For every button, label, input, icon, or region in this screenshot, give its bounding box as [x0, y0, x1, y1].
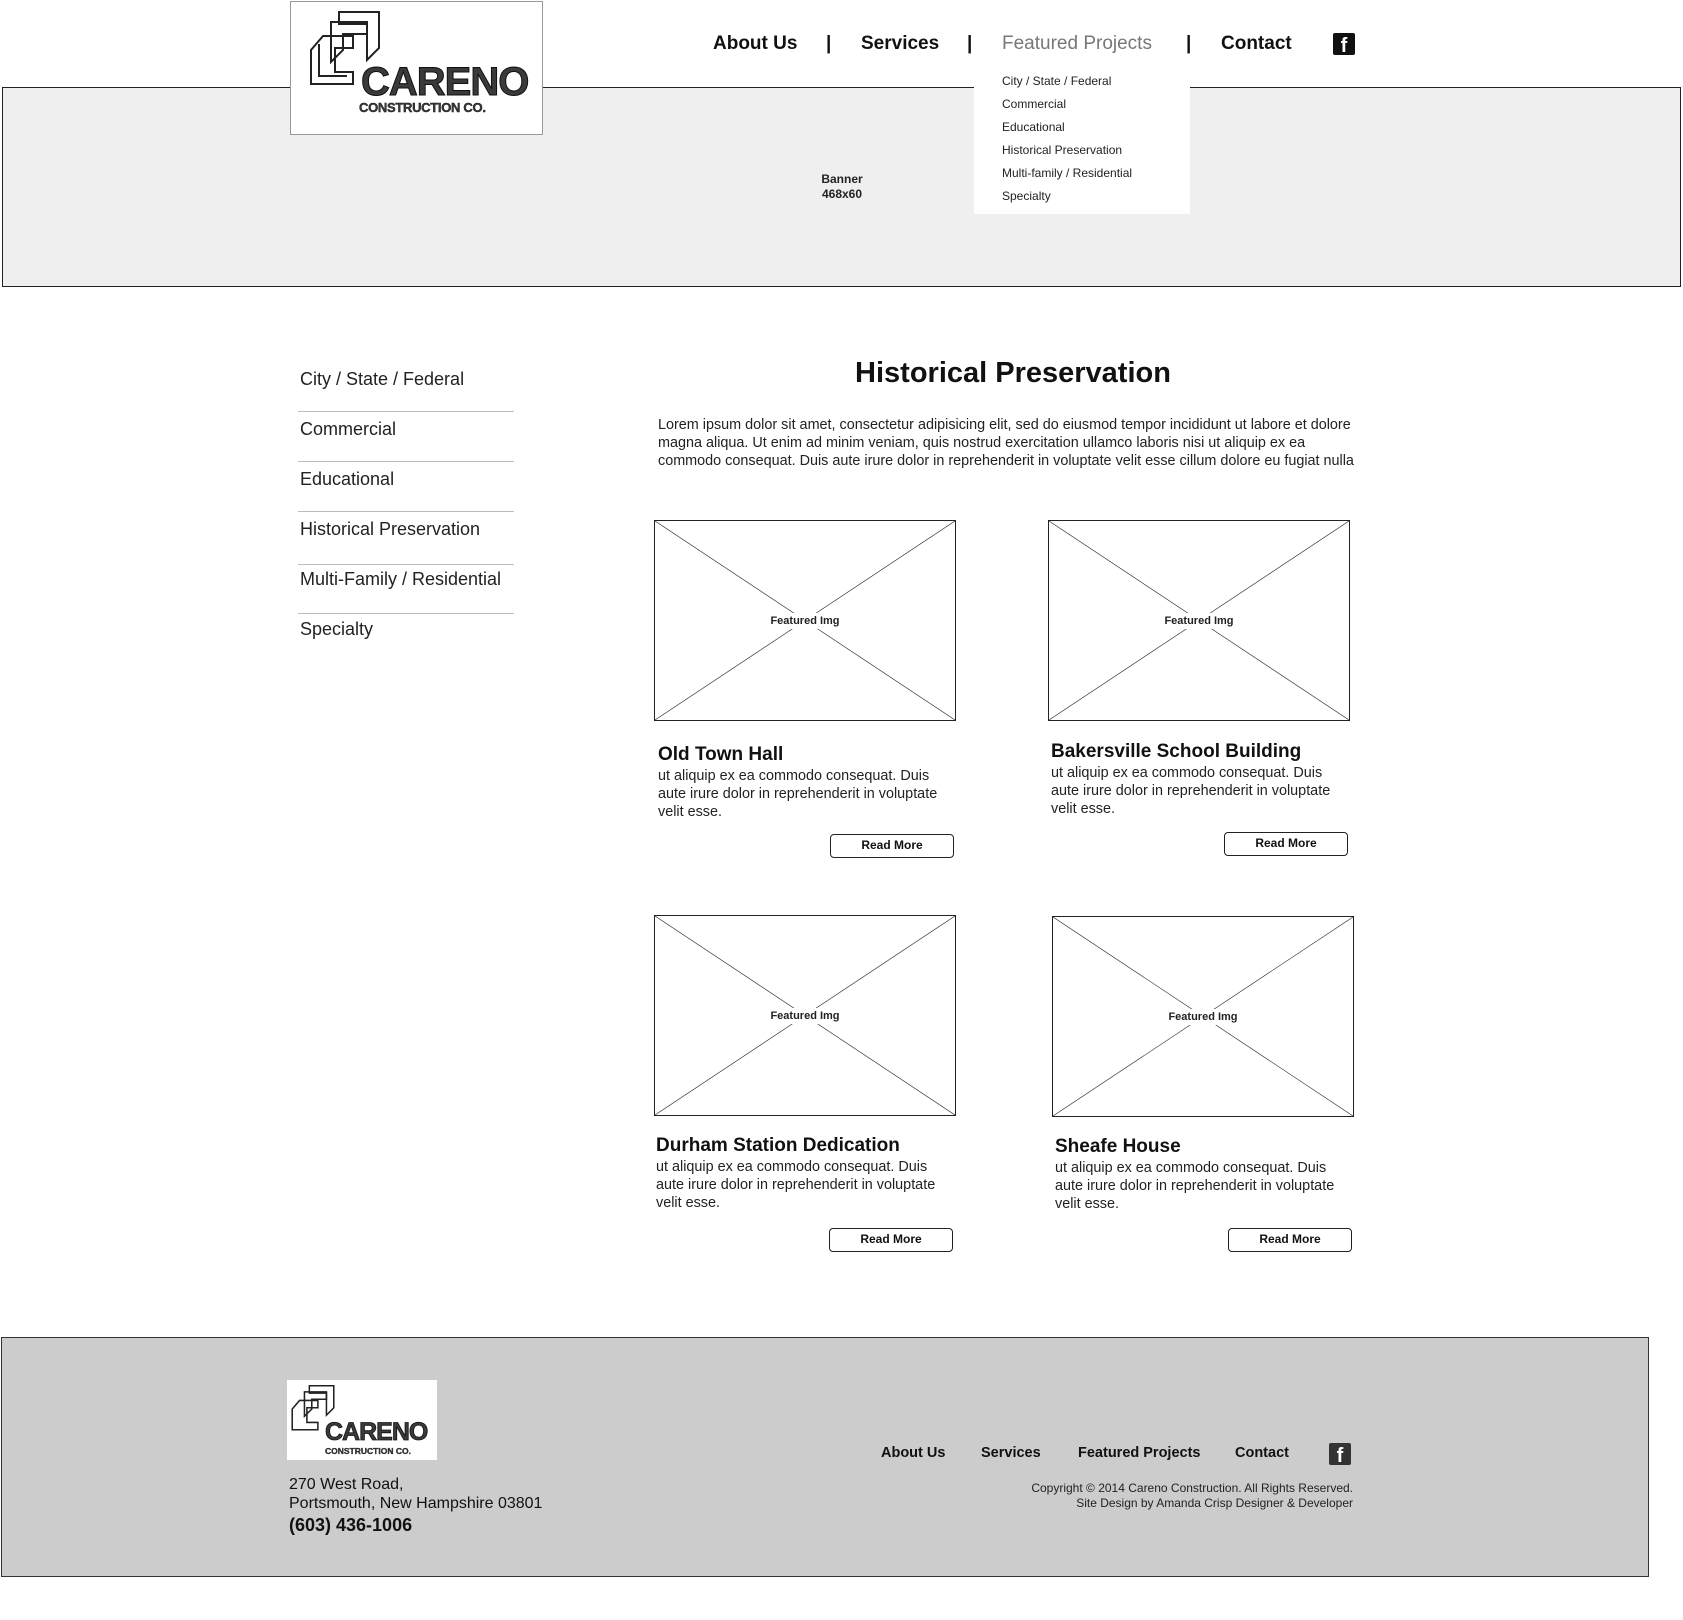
dropdown-item[interactable]: City / State / Federal	[1002, 74, 1112, 88]
facebook-icon[interactable]: f	[1333, 33, 1355, 55]
footer-nav-services[interactable]: Services	[981, 1445, 1041, 1461]
footer-facebook-icon[interactable]: f	[1329, 1443, 1351, 1465]
project-title[interactable]: Old Town Hall	[658, 744, 784, 765]
project-description: ut aliquip ex ea commodo consequat. Duis aute irure dolor in reprehenderit in voluptate velit esse.	[1051, 765, 1331, 817]
sidebar-divider	[298, 511, 514, 512]
dropdown-item[interactable]: Historical Preservation	[1002, 143, 1123, 157]
project-description: ut aliquip ex ea commodo consequat. Duis aute irure dolor in reprehenderit in voluptate velit esse.	[658, 768, 938, 820]
read-more-button[interactable]: Read More	[829, 1228, 953, 1252]
sidebar-divider	[298, 564, 514, 565]
featured-image-placeholder[interactable]	[654, 915, 956, 1116]
sidebar-item-commercial[interactable]: Commercial	[300, 419, 397, 439]
footer-logo-wordmark: CARENO	[325, 1418, 428, 1446]
logo-wordmark: CARENO	[361, 60, 529, 104]
read-more-button[interactable]: Read More	[1228, 1228, 1352, 1252]
featured-image-label: Featured Img	[766, 1008, 843, 1024]
sidebar-item-specialty[interactable]: Specialty	[300, 619, 374, 639]
dropdown-item[interactable]: Educational	[1002, 120, 1065, 134]
dropdown-item[interactable]: Commercial	[1002, 97, 1067, 111]
sidebar-item-educational[interactable]: Educational	[300, 469, 395, 489]
project-title[interactable]: Durham Station Dedication	[656, 1135, 900, 1156]
featured-image-label: Featured Img	[766, 613, 843, 629]
featured-image-label: Featured Img	[1160, 613, 1237, 629]
featured-image-placeholder[interactable]	[1052, 916, 1354, 1117]
footer-nav-about-us[interactable]: About Us	[881, 1445, 946, 1461]
footer	[1, 1337, 1649, 1577]
featured-projects-dropdown	[974, 70, 1190, 214]
footer-copyright: Copyright © 2014 Careno Construction. All Rights Reserved.	[1031, 1481, 1353, 1495]
project-description: ut aliquip ex ea commodo consequat. Duis aute irure dolor in reprehenderit in voluptate velit esse.	[1055, 1160, 1335, 1212]
sidebar-item-historical-preservation[interactable]: Historical Preservation	[300, 519, 481, 539]
intro-text: Lorem ipsum dolor sit amet, consectetur adipisicing elit, sed do eiusmod tempor incididunt ut labore et dolore magna aliqua. Ut enim ad minim veniam, quis nostrud exercitation ullamco laboris nisi ut aliquip ex ea commodo consequat. Duis aute irure dolor in reprehenderit in voluptate velit esse cillum dolore eu fugiat nulla	[658, 417, 1354, 469]
page-title: Historical Preservation	[855, 357, 1171, 389]
sidebar-item-multi-family-residential[interactable]: Multi-Family / Residential	[300, 569, 502, 589]
footer-phone[interactable]: (603) 436-1006	[289, 1515, 413, 1535]
footer-nav-featured-projects[interactable]: Featured Projects	[1078, 1445, 1201, 1461]
footer-address-line1: 270 West Road,	[289, 1476, 404, 1493]
nav-about-us[interactable]: About Us	[713, 33, 798, 54]
nav-separator: |	[967, 33, 973, 54]
project-description: ut aliquip ex ea commodo consequat. Duis aute irure dolor in reprehenderit in voluptate velit esse.	[656, 1159, 936, 1211]
nav-featured-projects[interactable]: Featured Projects	[1002, 33, 1152, 54]
banner-size: 468x60	[821, 187, 863, 201]
featured-image-placeholder[interactable]	[654, 520, 956, 721]
dropdown-item[interactable]: Specialty	[1002, 189, 1051, 203]
logo-subtitle: CONSTRUCTION CO.	[359, 100, 486, 115]
footer-address-line2: Portsmouth, New Hampshire 03801	[289, 1495, 543, 1512]
banner-label: Banner	[821, 172, 863, 186]
project-title[interactable]: Sheafe House	[1055, 1136, 1181, 1157]
nav-services[interactable]: Services	[861, 33, 940, 54]
footer-nav-contact[interactable]: Contact	[1235, 1445, 1289, 1461]
nav-separator: |	[826, 33, 832, 54]
read-more-button[interactable]: Read More	[1224, 832, 1348, 856]
footer-logo[interactable]	[287, 1380, 437, 1460]
footer-logo-subtitle: CONSTRUCTION CO.	[325, 1446, 411, 1456]
dropdown-item[interactable]: Multi-family / Residential	[1002, 166, 1133, 180]
sidebar-divider	[298, 613, 514, 614]
featured-image-label: Featured Img	[1164, 1009, 1241, 1025]
sidebar-item-city-state-federal[interactable]: City / State / Federal	[300, 369, 465, 389]
banner-placeholder	[800, 172, 884, 202]
nav-contact[interactable]: Contact	[1221, 33, 1292, 54]
footer-credit: Site Design by Amanda Crisp Designer & Developer	[1076, 1496, 1353, 1510]
site-logo[interactable]	[290, 1, 543, 135]
read-more-button[interactable]: Read More	[830, 834, 954, 858]
nav-separator: |	[1186, 33, 1192, 54]
sidebar-divider	[298, 461, 514, 462]
sidebar-divider	[298, 411, 514, 412]
project-title[interactable]: Bakersville School Building	[1051, 741, 1302, 762]
featured-image-placeholder[interactable]	[1048, 520, 1350, 721]
